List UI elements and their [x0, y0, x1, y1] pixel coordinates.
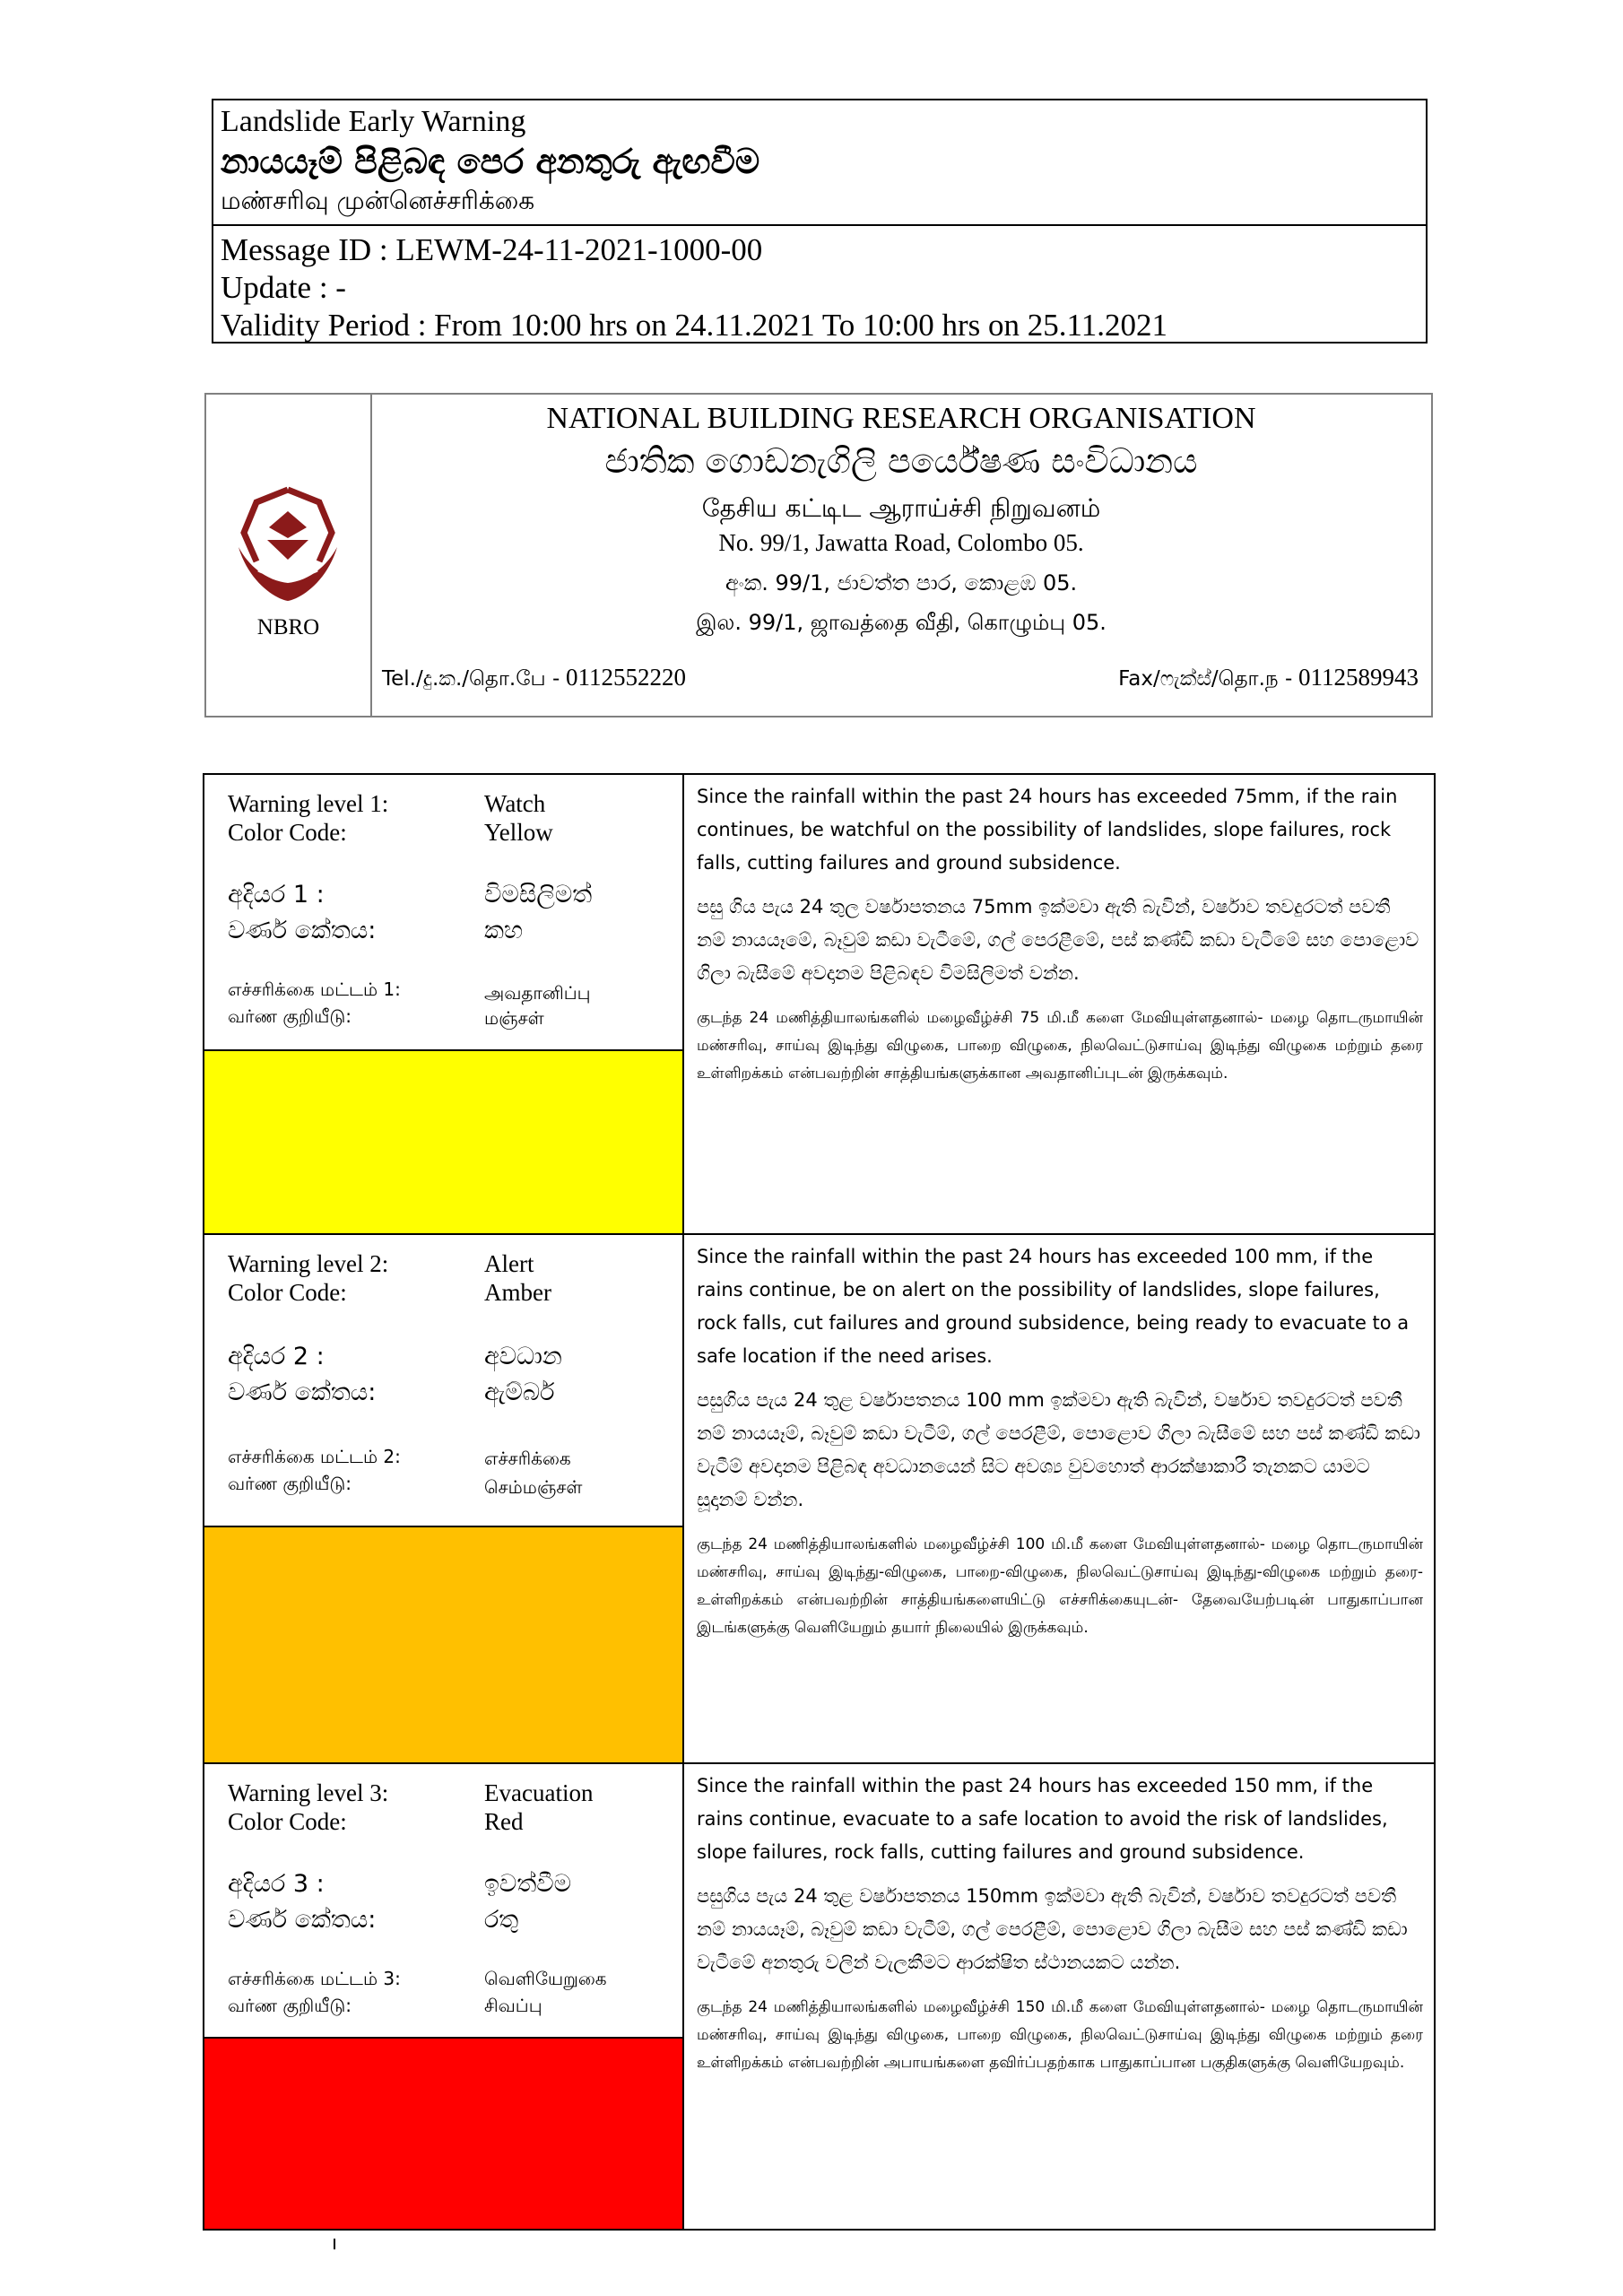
level-title-si: අදියර 3 :	[228, 1870, 325, 1898]
telephone-number: 0112552220	[566, 664, 687, 691]
organisation-info	[371, 395, 1431, 716]
color-code-label-ta: வர்ண குறியீடு:	[228, 1995, 352, 2016]
title-english: Landslide Early Warning	[221, 105, 526, 138]
warning-level-row	[204, 1762, 1434, 2229]
color-code-label-si: වර්ණ කේතය:	[228, 1906, 377, 1934]
level-color-ta: செம்மஞ்சள்	[484, 1476, 583, 1498]
description-english: Since the rainfall within the past 24 hours has exceeded 75mm, if the rain continues, be watchful on the possibility of landslides, slope failures, rock falls, cutting failures and ground subsidence.	[697, 786, 1398, 874]
red-color-swatch	[204, 2037, 682, 2229]
color-code-label-ta: வர்ண குறியீடு:	[228, 1473, 352, 1494]
warning-level-row	[204, 1233, 1434, 1762]
org-name-sinhala: ජාතික ගොඩනැගිලි පර්යේෂණ සංවිධානය	[604, 441, 1198, 481]
level-labels	[204, 775, 682, 1049]
title-sinhala: නායයෑම් පිළිබඳ පෙර අනතුරු ඇඟවීම	[221, 142, 760, 181]
description-tamil: குடந்த 24 மணித்தியாலங்களில் மழைவீழ்ச்சி 150 மி.மீ களை மேவியுள்ளதனால்- மழை தொடருமாயின் மண்சரிவு, சாய்வு இடிந்து விழுகை, பாறை விழுகை, நிலவெட்டுசாய்வு இடிந்து விழுகை மற்றும் தரை உள்ளிறக்கம் என்பவற்றின் அபாயங்களை தவிர்ப்பதற்காக பாதுகாப்பான பகுதிகளுக்கு வெளியேறவும்.	[697, 1998, 1423, 2072]
level-label-cell	[204, 775, 684, 1233]
warning-header-box	[212, 99, 1428, 344]
level-title-ta: எச்சரிக்கை மட்டம் 3:	[228, 1968, 401, 1989]
description-english: Since the rainfall within the past 24 hours has exceeded 150 mm, if the rains continue, evacuate to a safe location to avoid the risk of landslides, slope failures, rock falls, cutting failures and ground subsidence.	[697, 1775, 1388, 1863]
level-color-en: Yellow	[484, 819, 553, 846]
org-name-english: NATIONAL BUILDING RESEARCH ORGANISATION	[546, 402, 1256, 435]
level-color-ta: சிவப்பு	[484, 1995, 542, 2016]
level-name-en: Alert	[484, 1250, 534, 1277]
level-labels	[204, 1764, 682, 2039]
warning-level-row	[204, 775, 1434, 1233]
fax-label: Fax/ෆැක්ස්/தொ.ந -	[1118, 667, 1293, 691]
level-label-cell	[204, 1764, 684, 2229]
level-name-si: අවධාන	[484, 1343, 562, 1370]
nbro-logo-icon	[231, 484, 344, 606]
address-english: No. 99/1, Jawatta Road, Colombo 05.	[718, 529, 1084, 556]
validity-period: Validity Period : From 10:00 hrs on 24.11.2021 To 10:00 hrs on 25.11.2021	[221, 308, 1167, 343]
level-label-cell	[204, 1235, 684, 1762]
description-tamil: குடந்த 24 மணித்தியாலங்களில் மழைவீழ்ச்சி 75 மி.மீ களை மேவியுள்ளதனால்- மழை தொடருமாயின் மண்சரிவு, சாய்வு இடிந்து விழுகை, பாறை விழுகை, நிலவெட்டுசாய்வு இடிந்து விழுகை மற்றும் தரை உள்ளிறக்கம் என்பவற்றின் சாத்தியங்களுக்கான அவதானிப்புடன் இருக்கவும்.	[697, 1009, 1423, 1083]
level-description-cell	[686, 1764, 1434, 2077]
level-name-ta: வெளியேறுகை	[484, 1968, 607, 1989]
telephone	[382, 664, 686, 693]
level-color-si: කහ	[484, 917, 524, 944]
description-sinhala: පසුගිය පැය 24 තුළ වර්ෂාපතනය 150mm ඉක්මවා ඇති බැවින්, වර්ෂාව තවදුරටත් පවතී නම් නායයෑම්, බෑවුම් කඩා වැටීම්, ගල් පෙරළීම්, පොළොව ගිලා බැසීම සහ පස් කණ්ඩි කඩා වැටීමේ අනතුරු වලින් වැලකීමට ආරක්ෂිත ස්ථානයකට යන්න.	[697, 1885, 1408, 1973]
level-description-cell	[686, 1235, 1434, 1642]
address-sinhala: අංක. 99/1, ජාවත්ත පාර, කොළඹ 05.	[725, 570, 1078, 596]
description-sinhala: පසු ගිය පැය 24 තුල වර්ෂාපතනය 75mm ඉක්මවා ඇති බැවින්, වර්ෂාව තවදුරටත් පවතී නම් නායයෑමේ, බෑවුම් කඩා වැටීමේ, ගල් පෙරළීමේ, පස් කණ්ඩි කඩා වැටීමේ සහ පොළොව ගිලා බැසීමේ අවදානම පිළිබඳව විමසිලිමත් වන්න.	[697, 896, 1419, 984]
level-name-ta: எச்சரிக்கை	[484, 1448, 571, 1469]
level-title-ta: எச்சரிக்கை மட்டம் 1:	[228, 978, 401, 1000]
logo-label: NBRO	[256, 615, 320, 639]
amber-color-swatch	[204, 1526, 682, 1762]
level-title-en: Warning level 3:	[228, 1779, 389, 1806]
title-tamil: மண்சரிவு முன்னெச்சரிக்கை	[221, 186, 535, 215]
level-name-si: විමසිලිමත්	[484, 881, 593, 909]
update-line: Update : -	[221, 270, 346, 305]
color-code-label-ta: வர்ண குறியீடு:	[228, 1005, 352, 1027]
level-color-ta: மஞ்சள்	[484, 1007, 544, 1029]
level-name-ta: அவதானிப்பு	[484, 982, 591, 1004]
yellow-color-swatch	[204, 1049, 682, 1233]
org-name-tamil: தேசிய கட்டிட ஆராய்ச்சி நிறுவனம்	[701, 493, 1101, 523]
level-name-en: Evacuation	[484, 1779, 594, 1806]
level-title-si: අදියර 1 :	[228, 881, 325, 909]
level-color-si: ඇම්බර්	[484, 1378, 555, 1406]
description-english: Since the rainfall within the past 24 hours has exceeded 100 mm, if the rains continue, be on alert on the possibility of landslides, slope failures, rock falls, cut failures and ground subsidence, being ready to evacuate to a safe location if the need arises.	[697, 1246, 1410, 1367]
level-title-en: Warning level 1:	[228, 790, 389, 817]
color-code-label-si: වර්ණ කේතය:	[228, 1378, 377, 1406]
logo-cell	[206, 395, 372, 716]
level-description-cell	[686, 775, 1434, 1088]
color-code-label-si: වර්ණ කේතය:	[228, 917, 377, 944]
level-color-en: Red	[484, 1808, 524, 1835]
organisation-box	[204, 393, 1433, 718]
address-tamil: இல. 99/1, ஜாவத்தை வீதி, கொழும்பு 05.	[696, 610, 1107, 635]
description-sinhala: පසුගිය පැය 24 තුළ වර්ෂාපතනය 100 mm ඉක්මවා ඇති බැවින්, වර්ෂාව තවදුරටත් පවතී නම් නායයෑම්, බෑවුම් කඩා වැටීම්, ගල් පෙරළීම්, පොළොව ගිලා බැසීමේ සහ පස් කණ්ඩි කඩා වැටීම් අවදානම පිළිබඳ අවධානයෙන් සිට අවශ්‍ය වුවහොත් ආරක්ෂාකාරී තැනකට යාමට සූදානම් වන්න.	[697, 1389, 1420, 1510]
color-code-label-en: Color Code:	[228, 819, 347, 846]
level-title-ta: எச்சரிக்கை மட்டம் 2:	[228, 1446, 401, 1467]
page-mark	[334, 2239, 335, 2249]
level-name-en: Watch	[484, 790, 546, 817]
telephone-label: Tel./දු.ක./தொ.பே -	[382, 667, 560, 691]
message-meta-block	[213, 226, 1426, 350]
level-title-en: Warning level 2:	[228, 1250, 389, 1277]
fax-number: 0112589943	[1298, 664, 1419, 691]
level-color-si: රතු	[484, 1906, 519, 1934]
warning-title-block	[213, 100, 1426, 226]
fax	[1118, 664, 1419, 693]
description-tamil: குடந்த 24 மணித்தியாலங்களில் மழைவீழ்ச்சி 100 மி.மீ களை மேவியுள்ளதனால்- மழை தொடருமாயின் மண்சரிவு, சாய்வு இடிந்து-விழுகை, பாறை-விழுகை, நிலவெட்டுசாய்வு இடிந்து-விழுகை மற்றும் தரை-உள்ளிறக்கம் என்பவற்றின் சாத்தியங்களையிட்டு எச்சரிக்கையுடன்- தேவையேற்படின் பாதுகாப்பான இடங்களுக்கு வெளியேறும் தயார் நிலையில் இருக்கவும்.	[697, 1535, 1423, 1637]
color-code-label-en: Color Code:	[228, 1279, 347, 1306]
warning-levels-table	[203, 773, 1436, 2231]
level-name-si: ඉවත්වීම	[484, 1870, 572, 1898]
color-code-label-en: Color Code:	[228, 1808, 347, 1835]
level-color-en: Amber	[484, 1279, 551, 1306]
level-title-si: අදියර 2 :	[228, 1343, 325, 1370]
message-id: Message ID : LEWM-24-11-2021-1000-00	[221, 232, 763, 267]
level-labels	[204, 1235, 682, 1527]
